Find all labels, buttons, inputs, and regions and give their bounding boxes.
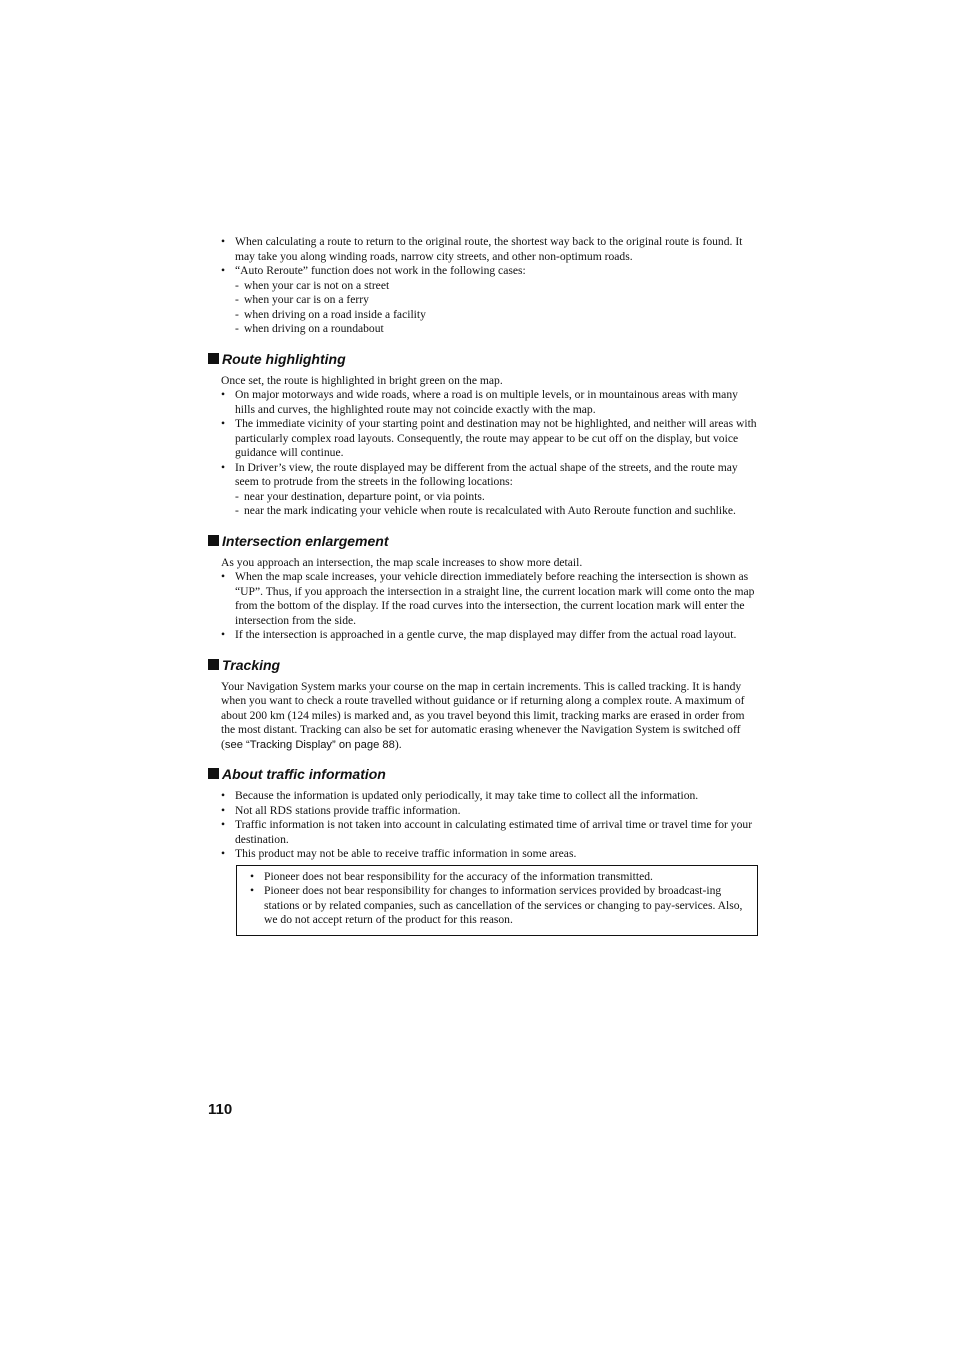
list-item [264, 884, 751, 928]
tracking-paragraph [221, 680, 758, 753]
bullet-text: If the intersection is approached in a gentle curve, the map displayed may differ from the actual road layout. [235, 628, 737, 641]
list-item: - when your car is on a ferry [244, 293, 758, 308]
list-item [235, 789, 758, 804]
intro-bullet-2: “Auto Reroute” function does not work in the following cases: [235, 264, 526, 277]
section-tracking [208, 657, 758, 753]
list-item: - when your car is not on a street [244, 279, 758, 294]
protrude-locations-list [235, 490, 758, 519]
section-intersection-enlargement [208, 533, 758, 643]
section-heading [208, 766, 758, 783]
page-number: 110 [208, 1101, 233, 1118]
route-highlighting-list [208, 388, 758, 519]
bullet-text: Not all RDS stations provide traffic information. [235, 803, 461, 817]
section-title: Route highlighting [222, 350, 346, 367]
section-route-highlighting [208, 351, 758, 519]
bullet-text: Because the information is updated only periodically, it may take time to collect all the information. [235, 789, 699, 802]
section-lead: Once set, the route is highlighted in bright green on the map. [221, 373, 503, 387]
intersection-list [208, 570, 758, 643]
section-traffic-information [208, 766, 758, 936]
list-item [235, 264, 758, 337]
tracking-display-reference: see “Tracking Display” on page 88 [224, 738, 395, 751]
square-bullet-icon [208, 659, 219, 670]
bullet-text: On major motorways and wide roads, where a road is on multiple levels, or in mountainous areas with many hills and curves, the highlighted route may not coincide exactly with the map. [235, 388, 738, 416]
list-item [235, 818, 758, 847]
intro-list [208, 235, 758, 337]
list-item: - when driving on a roundabout [244, 322, 758, 337]
list-item [235, 570, 758, 628]
section-title: About traffic information [222, 766, 386, 782]
tracking-tail: ). [394, 737, 402, 751]
bullet-text: In Driver’s view, the route displayed may be different from the actual shape of the streets, and the route may seem to protrude from the streets in the following locations: [235, 460, 738, 488]
bullet-text: Pioneer does not bear responsibility for changes to information services provided by broadcast-ing stations or by related companies, such as cancellation of the services or changing to pay-services. Also, we do not accept return of the product for this reason. [264, 884, 743, 926]
square-bullet-icon [208, 353, 219, 364]
square-bullet-icon [208, 768, 219, 779]
list-item [235, 804, 758, 819]
list-item [235, 461, 758, 519]
section-heading [208, 533, 758, 550]
section-title: Intersection enlargement [222, 532, 389, 549]
section-heading [208, 351, 758, 368]
bullet-text: Traffic information is not taken into account in calculating estimated time of arrival time or travel time for your destination. [235, 818, 753, 846]
page-content [208, 235, 758, 936]
disclaimer-list [237, 870, 751, 928]
bullet-text: The immediate vicinity of your starting point and destination may not be highlighted, and neither will areas with particularly complex road layouts. Consequently, the route may appear to be cut off on the display, but voice guidance will continue. [235, 417, 757, 459]
list-item [264, 870, 751, 885]
disclaimer-box [236, 865, 758, 936]
list-item: - near the mark indicating your vehicle when route is recalculated with Auto Reroute function and suchlike. [244, 504, 758, 519]
list-item: - near your destination, departure point, or via points. [244, 490, 758, 505]
bullet-text: Pioneer does not bear responsibility for the accuracy of the information transmitted. [264, 869, 653, 883]
bullet-text: When the map scale increases, your vehicle direction immediately before reaching the intersection is shown as “UP”. Thus, if you approach the intersection in a straight line, the current location mark will come onto the map from the bottom of the display. If the road curves into the intersection, the current location mark will enter the intersection from the side. [235, 570, 755, 627]
list-item: - when driving on a road inside a facility [244, 308, 758, 323]
square-bullet-icon [208, 535, 219, 546]
intro-bullet-1: When calculating a route to return to the original route, the shortest way back to the original route is found. It may take you along winding roads, narrow city streets, and other non-optimum roads. [235, 235, 743, 263]
list-item [235, 628, 758, 643]
section-lead: As you approach an intersection, the map scale increases to show more detail. [221, 555, 583, 569]
list-item [235, 235, 758, 264]
section-title: Tracking [222, 656, 281, 673]
section-heading [208, 657, 758, 674]
tracking-body: Your Navigation System marks your course on the map in certain increments. This is called tracking. It is handy when you want to check a route travelled without guidance or if returning along a complex route. A maximum of about 200 km (124 miles) is marked and, as you travel beyond this limit, tracking marks are erased in order from the most distant. Tracking can also be set for automatic erasing whenever the Navigation System is switched off ( [221, 679, 745, 751]
bullet-text: This product may not be able to receive traffic information in some areas. [235, 847, 577, 860]
list-item [235, 388, 758, 417]
list-item [235, 417, 758, 461]
reroute-cases-list [235, 279, 758, 337]
traffic-list [208, 789, 758, 862]
list-item [235, 847, 758, 862]
